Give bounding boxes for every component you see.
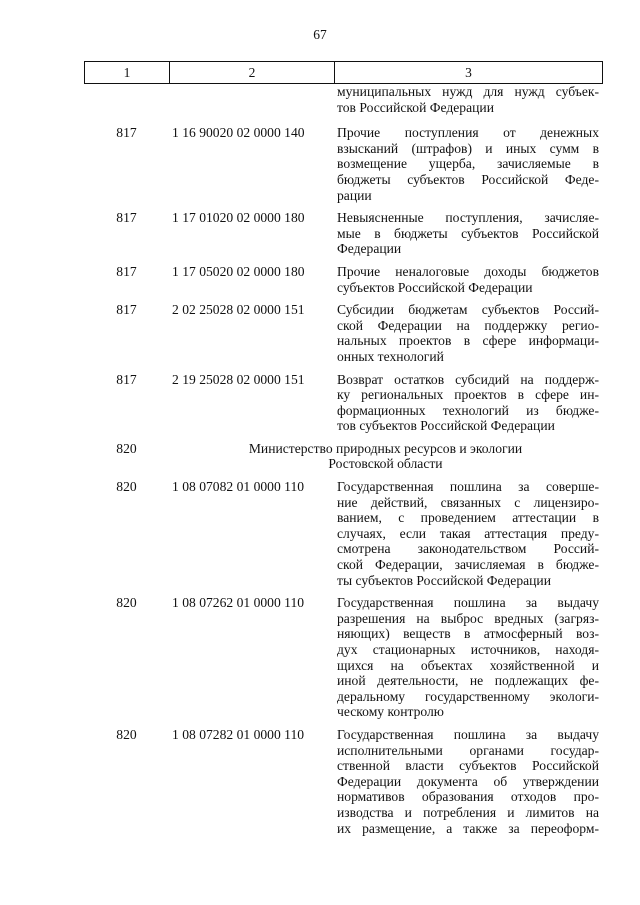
description-line: Государственная пошлина за соверше-	[337, 479, 599, 495]
table-row	[84, 84, 602, 115]
admin-code: 817	[116, 302, 137, 318]
revenue-description	[337, 479, 599, 588]
budget-classification-code: 1 17 05020 02 0000 180	[172, 263, 305, 279]
description-line: Федерации	[337, 241, 402, 257]
description-line: рации	[337, 187, 372, 203]
description-line: смотрена законодательством Россий-	[337, 541, 599, 557]
description-line: Государственная пошлина за выдачу	[337, 726, 599, 742]
table-row	[84, 595, 602, 720]
admin-code: 817	[116, 263, 137, 279]
description-line: муниципальных нужд для нужд субъек-	[337, 84, 599, 99]
description-line: случаях, если такая аттестация преду-	[337, 525, 599, 541]
column-header-1: 1	[85, 62, 170, 84]
description-line: тов Российской Федерации	[337, 99, 494, 115]
table-row	[84, 210, 602, 257]
table-body	[84, 84, 602, 843]
revenue-description	[337, 372, 599, 434]
admin-code: 820	[116, 440, 137, 456]
budget-classification-code	[169, 84, 329, 115]
section-title-line: Ростовской области	[328, 456, 443, 472]
description-line: мые в бюджеты субъектов Российской	[337, 225, 599, 241]
description-line: тов субъектов Российской Федерации	[337, 418, 555, 434]
description-line: Возврат остатков субсидий на поддерж-	[337, 371, 599, 387]
revenue-description	[337, 595, 599, 720]
description-line: ванием, с проведением аттестации в	[337, 510, 599, 526]
table-row	[84, 372, 602, 434]
budget-classification-code: 1 08 07262 01 0000 110	[172, 595, 305, 611]
table-header	[84, 61, 603, 84]
description-line: деральному государственному экологи-	[337, 688, 599, 704]
revenue-description	[337, 302, 599, 364]
description-line: Федерации документа об утверждении	[337, 773, 599, 789]
description-line: ты субъектов Российской Федерации	[337, 572, 551, 588]
description-line: ской Федерации на поддержку регио-	[337, 317, 599, 333]
description-line: иной деятельности, не подлежащих фе-	[337, 673, 599, 689]
column-header-2: 2	[170, 62, 335, 84]
description-line: Субсидии бюджетам субъектов Россий-	[337, 302, 599, 318]
budget-classification-code: 2 02 25028 02 0000 151	[172, 302, 305, 318]
admin-code: 817	[116, 125, 137, 141]
description-line: Государственная пошлина за выдачу	[337, 595, 599, 611]
admin-code: 820	[116, 479, 137, 495]
description-line: Невыясненные поступления, зачисляе-	[337, 210, 599, 226]
description-line: субъектов Российской Федерации	[337, 279, 533, 295]
description-line: возмещение ущерба, зачисляемые в	[337, 156, 599, 172]
description-line: нальных проектов в сфере информаци-	[337, 333, 599, 349]
description-line: няющих) веществ в атмосферный воз-	[337, 626, 599, 642]
admin-code: 820	[116, 726, 137, 742]
section-title	[169, 441, 602, 472]
admin-code	[84, 84, 169, 115]
table-row	[84, 302, 602, 364]
table-row	[84, 125, 602, 203]
description-line: ние действий, связанных с лицензиро-	[337, 494, 599, 510]
budget-classification-code: 1 16 90020 02 0000 140	[172, 125, 305, 141]
revenue-description	[337, 264, 599, 295]
description-line: исполнительными органами государ-	[337, 742, 599, 758]
description-line: дух стационарных источников, находя-	[337, 642, 599, 657]
admin-code: 820	[116, 595, 137, 611]
description-line: ческому контролю	[337, 704, 444, 720]
description-line: ской Федерации, зачисляемая в бюдже-	[337, 557, 599, 573]
admin-code: 817	[116, 210, 137, 226]
admin-code: 817	[116, 371, 137, 387]
description-line: разрешения на выброс вредных (загряз-	[337, 610, 599, 626]
description-line: нормативов образования отходов про-	[337, 789, 599, 805]
revenue-description	[337, 727, 599, 836]
table-section-heading	[84, 441, 602, 472]
budget-classification-code: 1 08 07282 01 0000 110	[172, 726, 305, 742]
description-line: онных технологий	[337, 348, 444, 364]
budget-classification-code: 2 19 25028 02 0000 151	[172, 371, 305, 387]
column-header-3: 3	[335, 62, 603, 84]
table-row	[84, 479, 602, 588]
description-line: изводства и потребления и лимитов на	[337, 804, 599, 820]
description-line: их размещение, а также за переоформ-	[337, 820, 599, 836]
description-line: Прочие неналоговые доходы бюджетов	[337, 263, 599, 279]
description-line: взысканий (штрафов) и иных сумм в	[337, 140, 599, 156]
revenue-description	[337, 210, 599, 257]
section-title-line: Министерство природных ресурсов и экологии	[248, 440, 523, 456]
revenue-description	[337, 84, 599, 115]
description-line: Прочие поступления от денежных	[337, 125, 599, 141]
revenue-description	[337, 125, 599, 203]
budget-classification-code: 1 17 01020 02 0000 180	[172, 210, 305, 226]
description-line: бюджеты субъектов Российской Феде-	[337, 171, 599, 187]
budget-classification-code: 1 08 07082 01 0000 110	[172, 479, 305, 495]
page-number: 67	[313, 27, 327, 42]
table-row	[84, 264, 602, 295]
description-line: щихся на объектах хозяйственной и	[337, 657, 599, 673]
table-row	[84, 727, 602, 836]
description-line: ственной власти субъектов Российской	[337, 758, 599, 774]
description-line: ку региональных проектов в сфере ин-	[337, 387, 599, 403]
description-line: формационных технологий из бюдже-	[337, 402, 599, 418]
